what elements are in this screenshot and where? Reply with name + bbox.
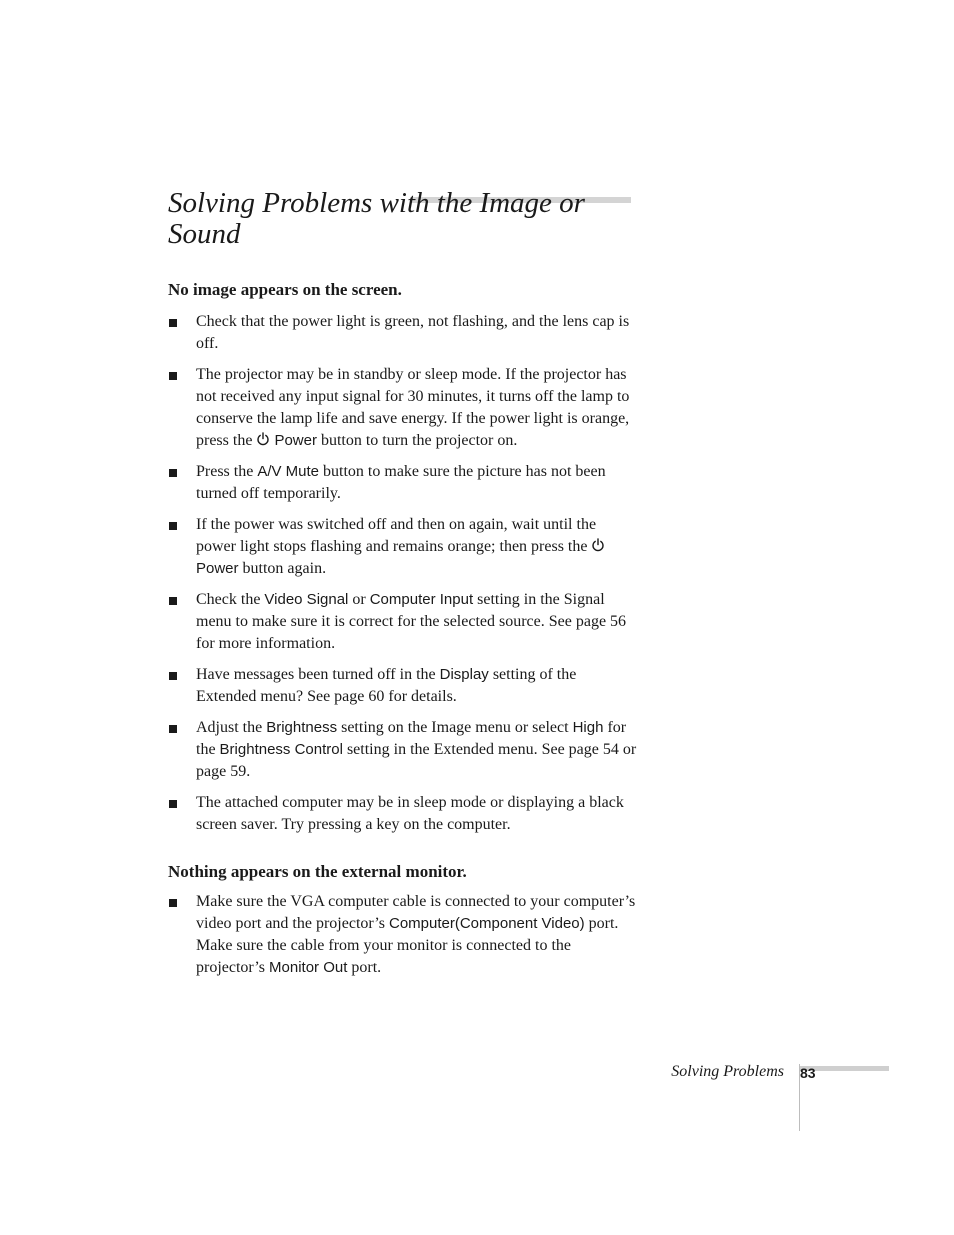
ui-term: Computer Input xyxy=(369,591,474,608)
body-text: port. Make sure the cable from your monitor is connected to the projector’s xyxy=(196,915,619,976)
ui-term: Monitor Out xyxy=(269,959,348,976)
ui-term: High xyxy=(572,719,604,736)
list-item xyxy=(168,717,638,783)
body-text: Check that the power light is green, not flashing, and the lens cap is off. xyxy=(196,313,630,352)
body-text: or xyxy=(348,591,370,608)
ui-term: A/V Mute xyxy=(257,463,320,480)
power-icon xyxy=(591,538,605,552)
ui-term: Video Signal xyxy=(264,591,349,608)
body-text: setting of the Extended menu? See page 60 for details. xyxy=(196,666,577,705)
page-number: 83 xyxy=(800,1065,816,1081)
power-icon xyxy=(256,432,270,446)
body-text: setting in the Signal menu to make sure it is correct for the selected source. See page 56 for more information. xyxy=(196,591,627,652)
body-text: port. xyxy=(347,959,382,976)
list-item xyxy=(168,461,638,505)
page-title: Solving Problems with the Image or Sound xyxy=(168,187,585,250)
body-text: button again. xyxy=(238,560,327,577)
body-text: for the xyxy=(196,719,627,758)
body-text: setting in the Extended menu. See page 54 or page 59. xyxy=(196,741,637,780)
ui-term: Power xyxy=(274,432,317,449)
list-item xyxy=(168,311,638,355)
ui-term: Display xyxy=(439,666,489,683)
bullet-list-external-monitor xyxy=(168,891,638,988)
list-item xyxy=(168,364,638,452)
list-item xyxy=(168,792,638,836)
section-heading-no-image: No image appears on the screen. xyxy=(168,280,402,299)
body-text: The projector may be in standby or sleep mode. If the projector has not received any input signal for 30 minutes, it turns off the lamp to conserve the lamp life and save energy. If the power light is orange, press the xyxy=(196,366,630,449)
list-item xyxy=(168,891,638,979)
list-item xyxy=(168,514,638,580)
section-heading-external-monitor: Nothing appears on the external monitor. xyxy=(168,862,467,881)
body-text: The attached computer may be in sleep mode or displaying a black screen saver. Try pressing a key on the computer. xyxy=(196,794,624,833)
body-text: button to make sure the picture has not been turned off temporarily. xyxy=(196,463,606,502)
body-text: Check the xyxy=(196,591,265,608)
ui-term: Computer(Component Video) xyxy=(388,915,585,932)
body-text: If the power was switched off and then on again, wait until the power light stops flashing and remains orange; then press the xyxy=(196,516,597,555)
body-text: setting on the Image menu or select xyxy=(337,719,573,736)
list-item xyxy=(168,589,638,655)
body-text: button to turn the projector on. xyxy=(316,432,518,449)
ui-term: Power xyxy=(196,560,239,577)
ui-term: Brightness xyxy=(266,719,338,736)
body-text: Have messages been turned off in the xyxy=(196,666,440,683)
footer-chapter-label: Solving Problems xyxy=(671,1063,784,1080)
body-text: Press the xyxy=(196,463,258,480)
body-text: Adjust the xyxy=(196,719,267,736)
ui-term: Brightness Control xyxy=(219,741,343,758)
bullet-list-no-image xyxy=(168,311,638,845)
body-text: Make sure the VGA computer cable is connected to your computer’s video port and the projector’s xyxy=(196,893,636,932)
list-item xyxy=(168,664,638,708)
